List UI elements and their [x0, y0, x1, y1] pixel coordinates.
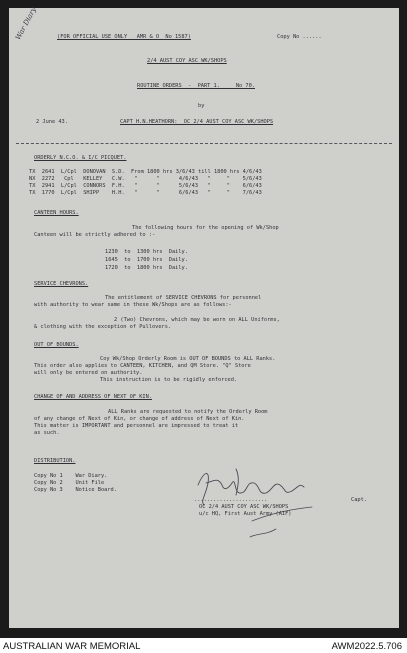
bounds-line-1: Coy Wk/Shop Orderly Room is OUT OF BOUNDS to ALL Ranks.	[100, 356, 276, 362]
picquet-row: TX 2941 L/Cpl CONNORS F.H. " " 5/6/43 " " 6/6/43	[29, 183, 262, 189]
picquet-row: NX 2272 Cpl KELLEY C.W. " " 4/6/43 " " 5/6/43	[29, 176, 262, 182]
bounds-heading: OUT OF BOUNDS.	[34, 342, 79, 348]
restriction-line: (FOR OFFICIAL USE ONLY AMR & O No 1587)	[57, 34, 191, 40]
bounds-line-2: This order also applies to CANTEEN, KITCHEN, and QM Store. "Q" Store	[34, 363, 251, 369]
canteen-intro-1: The following hours for the opening of Wk/Shop	[132, 225, 279, 231]
distribution-row: Copy No 3 Notice Board.	[34, 487, 117, 493]
bounds-line-3: will only be entered on authority.	[34, 370, 143, 376]
picquet-row: TX 1770 L/Cpl SHIPP H.H. " " 6/6/43 " " 7/6/43	[29, 190, 262, 196]
canteen-heading: CANTEEN HOURS.	[34, 210, 79, 216]
margin-note: War Diary	[14, 6, 38, 42]
order-date: 2 June 43.	[36, 119, 68, 125]
by-label: by	[198, 103, 205, 109]
kin-heading: CHANGE OF AND ADDRESS OF NEXT OF KIN.	[34, 394, 152, 400]
footer-institution: AUSTRALIAN WAR MEMORIAL	[3, 641, 141, 652]
picquet-row: TX 2641 L/Cpl DONOVAN S.D. From 1800 hrs 3/6/43 till 1800 hrs 4/6/43	[29, 169, 262, 175]
chevrons-para-1-line-2: with authority to wear same in these Wk/Shops are as follows:-	[34, 302, 232, 308]
distribution-row: Copy No 2 Unit File	[34, 480, 105, 486]
chevrons-para-2-line-2: & clothing with the exception of Pullovers.	[34, 324, 172, 330]
signature-command: u/c HQ, First Aust Army (AIF)	[199, 511, 292, 517]
chevrons-para-1-line-1: The entitlement of SERVICE CHEVRONS for personnel	[105, 295, 262, 301]
footer-accession-number: AWM2022.5.706	[331, 641, 402, 652]
signature-rank: Capt.	[351, 497, 367, 503]
copy-number: Copy No ......	[277, 34, 322, 40]
signature-title: OC 2/4 AUST COY ASC WK/SHOPS	[199, 504, 289, 510]
chevrons-heading: SERVICE CHEVRONS.	[34, 281, 89, 287]
canteen-intro-2: Canteen will be strictly adhered to :-	[34, 232, 156, 238]
distribution-heading: DISTRIBUTION.	[34, 458, 76, 464]
signature-dots: .......................	[194, 497, 268, 503]
kin-line-1: ALL Ranks are requested to notify the Orderly Room	[108, 409, 268, 415]
separator-top	[16, 143, 392, 144]
bounds-line-4: This instruction is to be rigidly enforced.	[100, 377, 238, 383]
issuing-officer: CAPT H.N.HEATHORN: OC 2/4 AUST COY ASC WK/SHOPS	[120, 119, 274, 125]
canteen-hours-row: 1645 to 1700 hrs Daily.	[105, 257, 188, 263]
kin-line-3: This matter is IMPORTANT and personnel are impressed to treat it	[34, 423, 239, 429]
document-title: ROUTINE ORDERS - PART 1. No 70.	[137, 83, 255, 89]
kin-line-2: of any change of Next of Kin, or change of address of Next of Kin.	[34, 416, 245, 422]
chevrons-para-2-line-1: 2 (Two) Chevrons, which may be worn on ALL Uniforms,	[114, 317, 280, 323]
picquet-heading: ORDERLY N.C.O. & I/C PICQUET.	[34, 155, 127, 161]
unit-name: 2/4 AUST COY ASC WK/SHOPS	[147, 58, 227, 64]
archive-footer	[0, 639, 407, 653]
kin-line-4: as such.	[34, 430, 60, 436]
canteen-hours-row: 1720 to 1800 hrs Daily.	[105, 265, 188, 271]
canteen-hours-row: 1230 to 1300 hrs Daily.	[105, 249, 188, 255]
distribution-row: Copy No 1 War Diary.	[34, 473, 108, 479]
document-page	[9, 8, 399, 628]
